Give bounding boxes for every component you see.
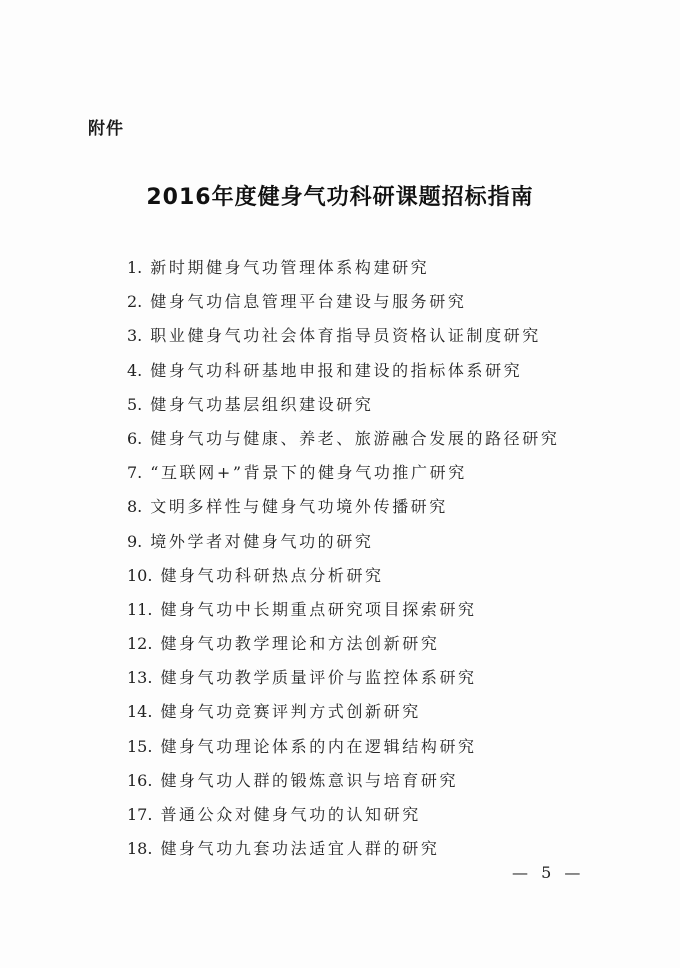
topic-text: 健身气功信息管理平台建设与服务研究 [150, 292, 467, 312]
topic-number: 18. [127, 839, 153, 859]
topic-item [127, 768, 559, 802]
topic-number: 16. [127, 770, 153, 790]
topic-number: 17. [127, 805, 153, 824]
topic-item [127, 255, 559, 289]
topic-text: 健身气功九套功法适宜人群的研究 [160, 839, 440, 859]
topic-number: 7. [127, 463, 143, 483]
topic-item [127, 563, 559, 597]
topic-text: 职业健身气功社会体育指导员资格认证制度研究 [150, 326, 541, 346]
topic-text: 健身气功科研热点分析研究 [160, 565, 384, 585]
topic-item [127, 358, 559, 392]
topic-number: 5. [127, 394, 143, 414]
topic-number: 9. [127, 531, 143, 551]
topic-item [127, 494, 559, 528]
topic-item [127, 802, 559, 836]
topic-item [127, 665, 559, 699]
topic-item [127, 699, 559, 733]
topic-text: 新时期健身气功管理体系构建研究 [150, 258, 430, 277]
topic-item [127, 323, 559, 357]
topic-text: 健身气功理论体系的内在逻辑结构研究 [160, 736, 477, 756]
topic-text: 健身气功人群的锻炼意识与培育研究 [160, 770, 459, 790]
topic-text: 健身气功中长期重点研究项目探索研究 [160, 599, 477, 619]
topic-text: 健身气功与健康、养老、旅游融合发展的路径研究 [150, 428, 560, 448]
topic-number: 10. [127, 565, 153, 585]
topic-text: 健身气功基层组织建设研究 [150, 394, 374, 414]
topic-text: “互联网+”背景下的健身气功推广研究 [150, 463, 467, 483]
topic-item [127, 289, 559, 323]
topic-number: 2. [127, 292, 143, 312]
topic-number: 3. [127, 326, 143, 346]
topic-list [127, 255, 559, 870]
topic-text: 健身气功科研基地申报和建设的指标体系研究 [150, 360, 523, 380]
topic-number: 6. [127, 428, 143, 448]
topic-item [127, 426, 559, 460]
topic-item [127, 631, 559, 665]
topic-text: 普通公众对健身气功的认知研究 [160, 805, 421, 824]
topic-item [127, 392, 559, 426]
topic-number: 14. [127, 702, 153, 722]
topic-item [127, 529, 559, 563]
topic-number: 4. [127, 360, 143, 380]
topic-text: 健身气功教学理论和方法创新研究 [160, 634, 440, 654]
topic-item [127, 460, 559, 494]
topic-number: 13. [127, 668, 153, 688]
topic-text: 健身气功竞赛评判方式创新研究 [160, 702, 421, 722]
document-title: 2016年度健身气功科研课题招标指南 [146, 185, 534, 210]
topic-number: 12. [127, 634, 153, 654]
page-number: — 5 — [512, 863, 585, 882]
topic-number: 1. [127, 258, 143, 277]
topic-number: 15. [127, 736, 153, 756]
topic-number: 11. [127, 599, 153, 619]
topic-text: 文明多样性与健身气功境外传播研究 [150, 497, 448, 517]
topic-item [127, 734, 559, 768]
topic-item [127, 597, 559, 631]
topic-item [127, 836, 559, 870]
topic-number: 8. [127, 497, 143, 517]
topic-text: 健身气功教学质量评价与监控体系研究 [160, 668, 477, 688]
attachment-label: 附件 [88, 119, 124, 139]
topic-text: 境外学者对健身气功的研究 [150, 531, 374, 551]
